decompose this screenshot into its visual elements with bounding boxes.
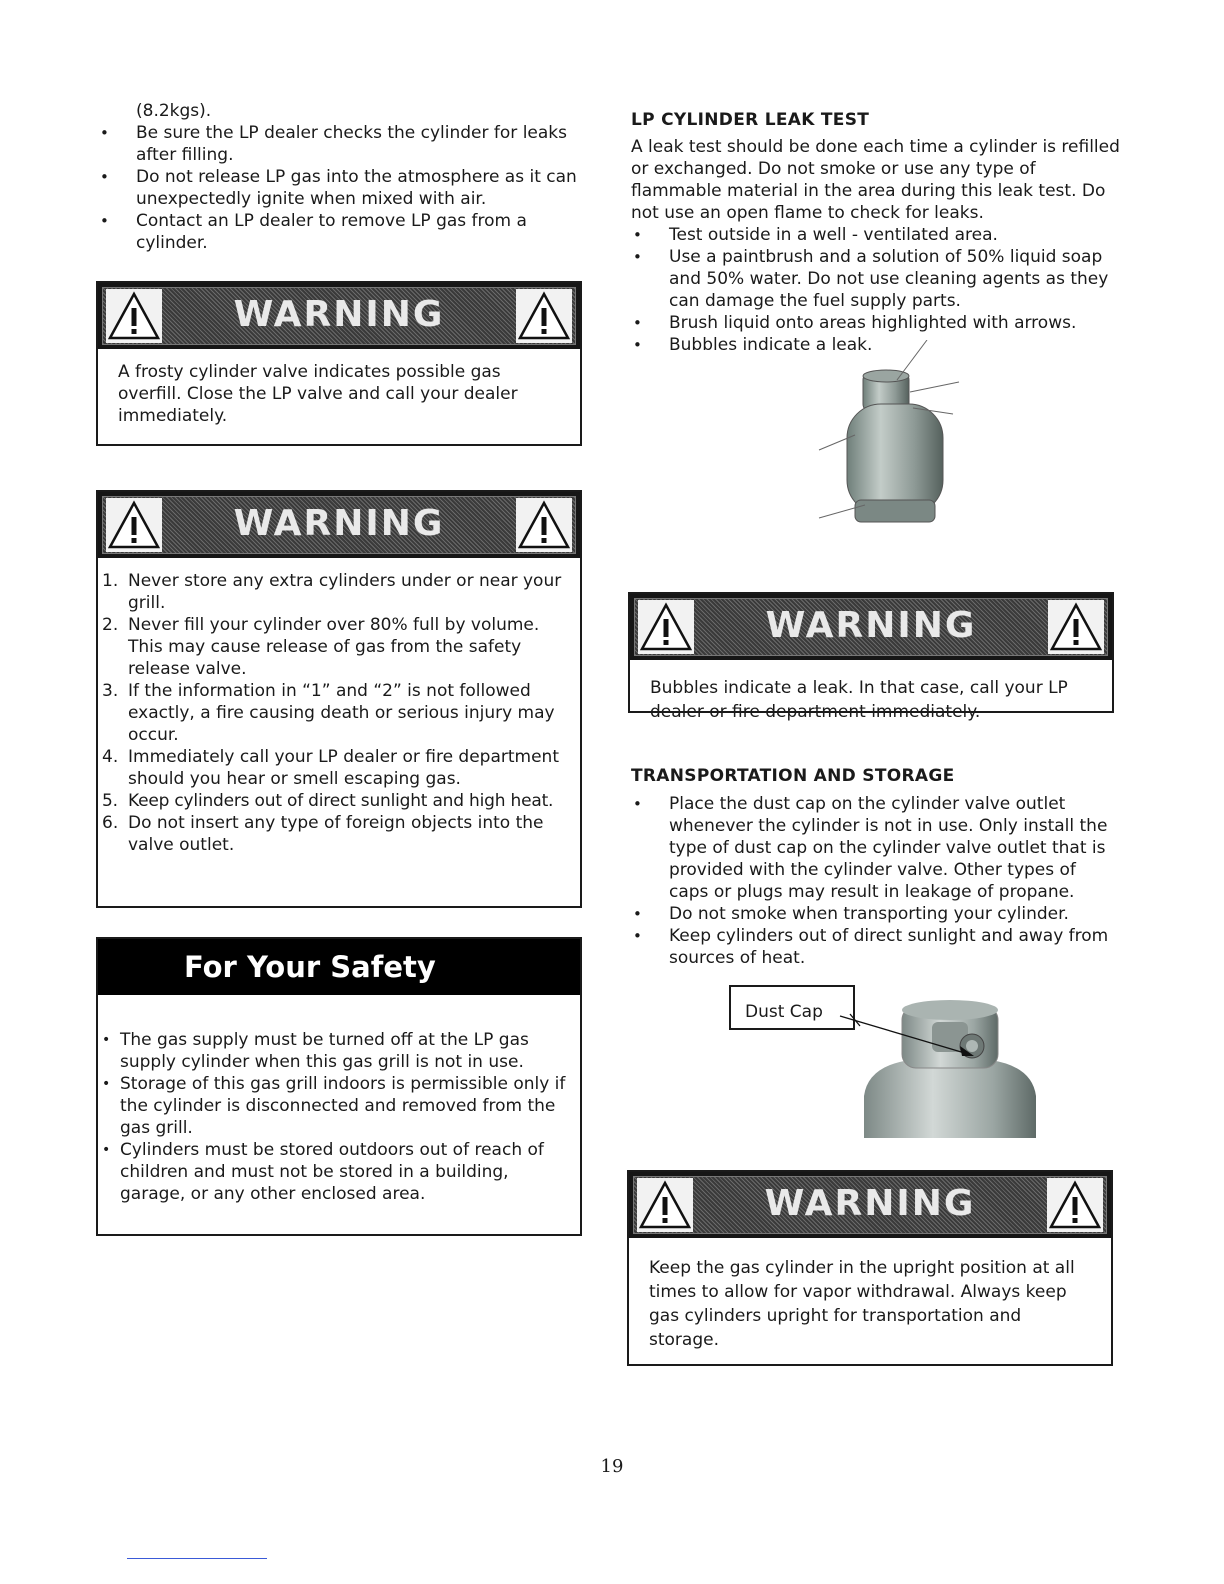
leak-test-heading: LP CYLINDER LEAK TEST <box>631 110 870 130</box>
transport-heading: TRANSPORTATION AND STORAGE <box>631 766 955 786</box>
safety-title: For Your Safety <box>98 939 580 995</box>
list-item: • Keep cylinders out of direct sunlight and away from sources of heat. <box>631 925 1119 969</box>
propane-cylinder-illustration <box>815 340 965 530</box>
warning-text: Keep the gas cylinder in the upright position at all times to allow for vapor withdrawal. Always keep gas cylinders upright for transportation and storage. <box>649 1258 1075 1350</box>
warning-numbered-list <box>100 570 576 856</box>
continuation-text: (8.2kgs). <box>136 101 212 121</box>
warning-text: Bubbles indicate a leak. In that case, call your LP dealer or fire department immediately. <box>650 678 1068 722</box>
warning-banner <box>629 1172 1111 1238</box>
list-item: • Contact an LP dealer to remove LP gas from a cylinder. <box>98 210 588 254</box>
warning-triangle-icon <box>516 498 572 552</box>
list-item: 6. Do not insert any type of foreign objects into the valve outlet. <box>102 813 544 855</box>
warning-text: A frosty cylinder valve indicates possible gas overfill. Close the LP valve and call your dealer immediately. <box>118 362 518 426</box>
warning-box-upright <box>627 1170 1113 1366</box>
list-item: 5. Keep cylinders out of direct sunlight and high heat. <box>102 791 554 811</box>
list-item: 2. Never fill your cylinder over 80% full by volume. This may cause release of gas from the safety release valve. <box>102 615 540 679</box>
safety-bullets <box>100 1029 570 1205</box>
dust-cap-pointer-arrow <box>838 1010 988 1070</box>
left-bullets <box>98 122 588 254</box>
warning-word: WARNING <box>764 1183 976 1224</box>
transport-bullets <box>631 793 1121 969</box>
list-item: 1. Never store any extra cylinders under or near your grill. <box>102 571 562 613</box>
warning-word: WARNING <box>233 503 445 544</box>
warning-banner <box>98 492 580 558</box>
warning-word: WARNING <box>233 294 445 335</box>
left-top-list <box>98 100 588 254</box>
warning-box-cylinder-rules <box>96 490 582 908</box>
warning-word: WARNING <box>765 605 977 646</box>
list-item: • Use a paintbrush and a solution of 50% liquid soap and 50% water. Do not use cleaning agents as they can damage the fuel supply parts. <box>631 246 1119 312</box>
list-item: • The gas supply must be turned off at the LP gas supply cylinder when this gas grill is not in use. <box>100 1029 570 1073</box>
warning-banner <box>98 283 580 349</box>
warning-banner <box>630 594 1112 660</box>
dust-cap-label-box <box>729 985 855 1030</box>
warning-box-bubbles <box>628 592 1114 722</box>
list-item: • Test outside in a well - ventilated area. <box>631 224 1119 246</box>
list-item: • Cylinders must be stored outdoors out of reach of children and must not be stored in a building, garage, or any other enclosed area. <box>100 1139 570 1205</box>
list-item: • Storage of this gas grill indoors is permissible only if the cylinder is disconnected and removed from the gas grill. <box>100 1073 570 1139</box>
warning-triangle-icon <box>1047 1178 1103 1232</box>
page-number: 19 <box>600 1456 624 1477</box>
list-item: • Be sure the LP dealer checks the cylinder for leaks after filling. <box>98 122 588 166</box>
safety-box <box>96 937 582 1236</box>
leak-test-bullets <box>631 224 1121 356</box>
leak-test-intro: A leak test should be done each time a cylinder is refilled or exchanged. Do not smoke or use any type of flammable material in the area during this leak test. Do not use an open flame to check for leaks. <box>631 137 1120 223</box>
list-item: • Brush liquid onto areas highlighted with arrows. <box>631 312 1119 334</box>
dust-cap-label: Dust Cap <box>745 1002 823 1022</box>
list-item: • Place the dust cap on the cylinder valve outlet whenever the cylinder is not in use. Only install the type of dust cap on the cylinder valve outlet that is provided with the cylinder valve. Other types of caps or plugs may result in leakage of propane. <box>631 793 1119 903</box>
list-item: • Do not smoke when transporting your cylinder. <box>631 903 1119 925</box>
list-item: 3. If the information in “1” and “2” is not followed exactly, a fire causing death or serious injury may occur. <box>102 681 555 745</box>
list-item: • Do not release LP gas into the atmosphere as it can unexpectedly ignite when mixed with air. <box>98 166 588 210</box>
warning-triangle-icon <box>516 289 572 343</box>
list-item: 4. Immediately call your LP dealer or fire department should you hear or smell escaping gas. <box>102 747 560 789</box>
warning-triangle-icon <box>1048 600 1104 654</box>
warning-box-frosty-valve <box>96 281 582 446</box>
bottom-rule <box>127 1558 267 1559</box>
list-item: • Bubbles indicate a leak. <box>631 334 1119 356</box>
